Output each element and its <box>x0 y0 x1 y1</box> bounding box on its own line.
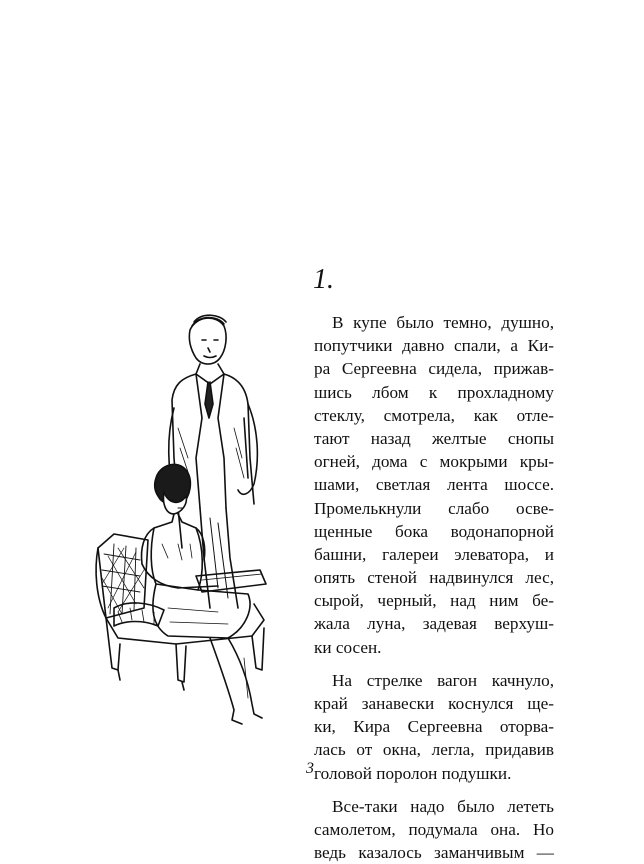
text-line: головой поролон подушки. <box>314 763 512 783</box>
text-line: огней, дома с мокрыми кры- <box>314 452 554 472</box>
text-line: Промелькнули слабо осве- <box>314 498 554 518</box>
text-line: лась от окна, легла, придавив <box>314 740 554 760</box>
text-line: шами, светлая лента шоссе. <box>314 475 554 495</box>
text-line: На стрелке вагон качнуло, <box>332 670 554 690</box>
chapter-number: 1. <box>313 264 334 295</box>
text-line: ки, Кира Сергеевна оторва- <box>314 717 554 737</box>
body-text <box>314 311 554 864</box>
text-line: стеклу, смотрела, как отле- <box>314 405 554 425</box>
text-line: сырой, черный, над ним бе- <box>314 591 554 611</box>
text-line: самолетом, подумала она. Но <box>314 819 554 839</box>
text-line: жала луна, задевая верхуш- <box>314 614 554 634</box>
illustration <box>78 308 298 728</box>
text-line: башни, галереи элеватора, и <box>314 544 554 564</box>
text-line: попутчики давно спали, а Ки- <box>314 336 554 356</box>
text-line: ки сосен. <box>314 637 382 657</box>
text-line: Все-таки надо было лететь <box>332 796 554 816</box>
text-line: ра Сергеевна сидела, прижав- <box>314 359 554 379</box>
text-line: шись лбом к прохладному <box>314 382 554 402</box>
text-line: край занавески коснулся ще- <box>314 694 554 713</box>
sketch-illustration-icon <box>78 308 298 728</box>
text-line: В купе было темно, душно, <box>332 313 554 332</box>
text-line: опять стеной надвинулся лес, <box>314 568 554 588</box>
text-line: тают назад желтые снопы <box>314 428 554 448</box>
text-line: щенные бока водонапорной <box>314 521 554 541</box>
text-line: ведь казалось заманчивым — <box>314 843 554 863</box>
page-number: 3 <box>306 760 314 777</box>
